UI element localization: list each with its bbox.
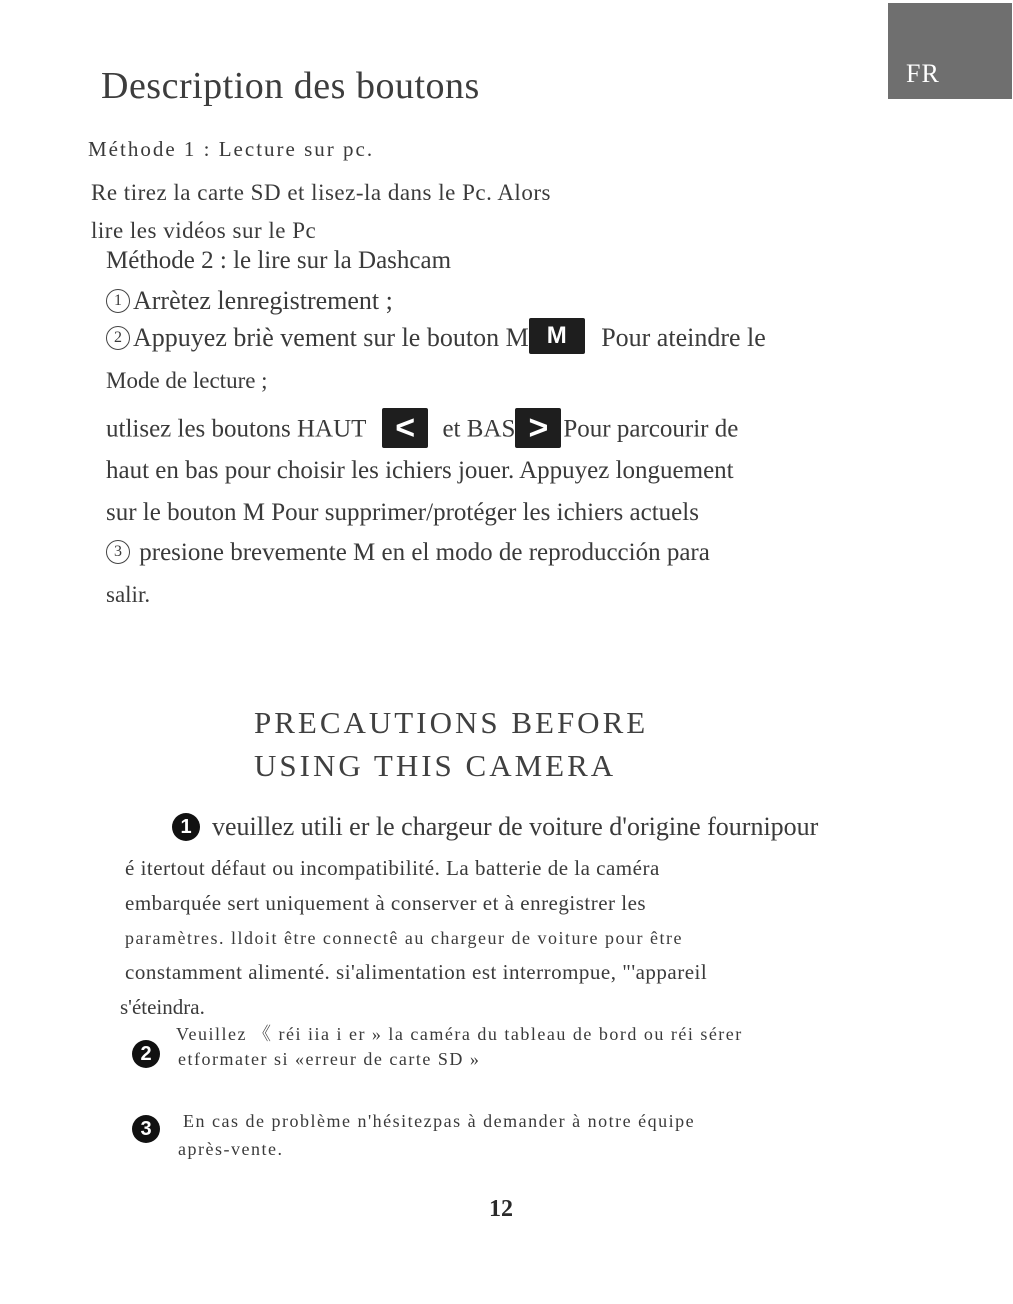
up-arrow-icon: < <box>382 408 428 448</box>
method2-heading: Méthode 2 : le lire sur la Dashcam <box>106 247 452 274</box>
down-arrow-icon: > <box>515 408 561 448</box>
language-label: FR <box>906 59 940 88</box>
circled-number-2: 2 <box>106 326 130 350</box>
step2-text-c: Mode de lecture ; <box>106 368 268 393</box>
precautions-heading-line1: PRECAUTIONS BEFORE <box>254 705 649 740</box>
nav-text-b: et BAS <box>442 415 516 443</box>
nav-text-a: utlisez les boutons HAUT <box>106 415 366 443</box>
number-3-bullet-icon: 3 <box>132 1115 160 1143</box>
step3-text: presione brevemente M en el modo de reproducción para <box>139 539 710 566</box>
step2-text-a: Appuyez briè vement sur le bouton M <box>133 322 529 352</box>
method2-step2 <box>106 322 766 358</box>
circled-number-3: 3 <box>106 540 130 564</box>
precautions-heading-line2: USING THIS CAMERA <box>254 748 617 783</box>
nav-text-c: Pour parcourir de <box>563 415 739 443</box>
m-button-icon: M <box>529 318 585 354</box>
p3-line1: En cas de problème n'hésitezpas à demander à notre équipe <box>183 1111 696 1131</box>
language-tab <box>888 3 1012 99</box>
method2-line-f: salir. <box>106 582 151 607</box>
step2-text-b: Pour ateindre le <box>601 322 766 352</box>
method2-step3 <box>106 539 710 567</box>
page-title: Description des boutons <box>101 65 480 107</box>
p1-line6: s'éteindra. <box>120 995 205 1019</box>
p1-line4: paramètres. lldoit être connectê au chargeur de voiture pour être <box>125 928 683 948</box>
circled-number-1: 1 <box>106 289 130 313</box>
number-1-bullet-icon: 1 <box>172 813 200 841</box>
method2-step1 <box>106 286 393 316</box>
nav-instructions <box>106 411 738 451</box>
page-number: 12 <box>489 1196 513 1222</box>
p3-line2: après-vente. <box>178 1139 284 1159</box>
p2-line2: etformater si «erreur de carte SD » <box>178 1049 481 1069</box>
method1-heading: Méthode 1 : Lecture sur pc. <box>88 137 375 161</box>
step1-text: Arrètez lenregistrement ; <box>133 286 393 315</box>
method1-line1: Re tirez la carte SD et lisez-la dans le Pc. Alors <box>91 180 551 205</box>
method2-line-d: haut en bas pour choisir les ichiers jouer. Appuyez longuement <box>106 457 734 484</box>
number-2-bullet-icon: 2 <box>132 1040 160 1068</box>
p2-line1: Veuillez 《 réi iia i er » la caméra du tableau de bord ou réi sérer <box>176 1024 743 1044</box>
p1-line3: embarquée sert uniquement à conserver et à enregistrer les <box>125 891 647 915</box>
precaution-1-first-line <box>172 812 818 843</box>
method2-line-e: sur le bouton M Pour supprimer/protéger les ichiers actuels <box>106 499 699 526</box>
p1-line1: veuillez utili er le chargeur de voiture d'origine fournipour <box>212 812 819 841</box>
p1-line2: é itertout défaut ou incompatibilité. La batterie de la caméra <box>125 856 660 880</box>
method1-line2: lire les vidéos sur le Pc <box>91 218 317 243</box>
p1-line5: constamment alimenté. si'alimentation est interrompue, "'appareil <box>125 960 708 984</box>
